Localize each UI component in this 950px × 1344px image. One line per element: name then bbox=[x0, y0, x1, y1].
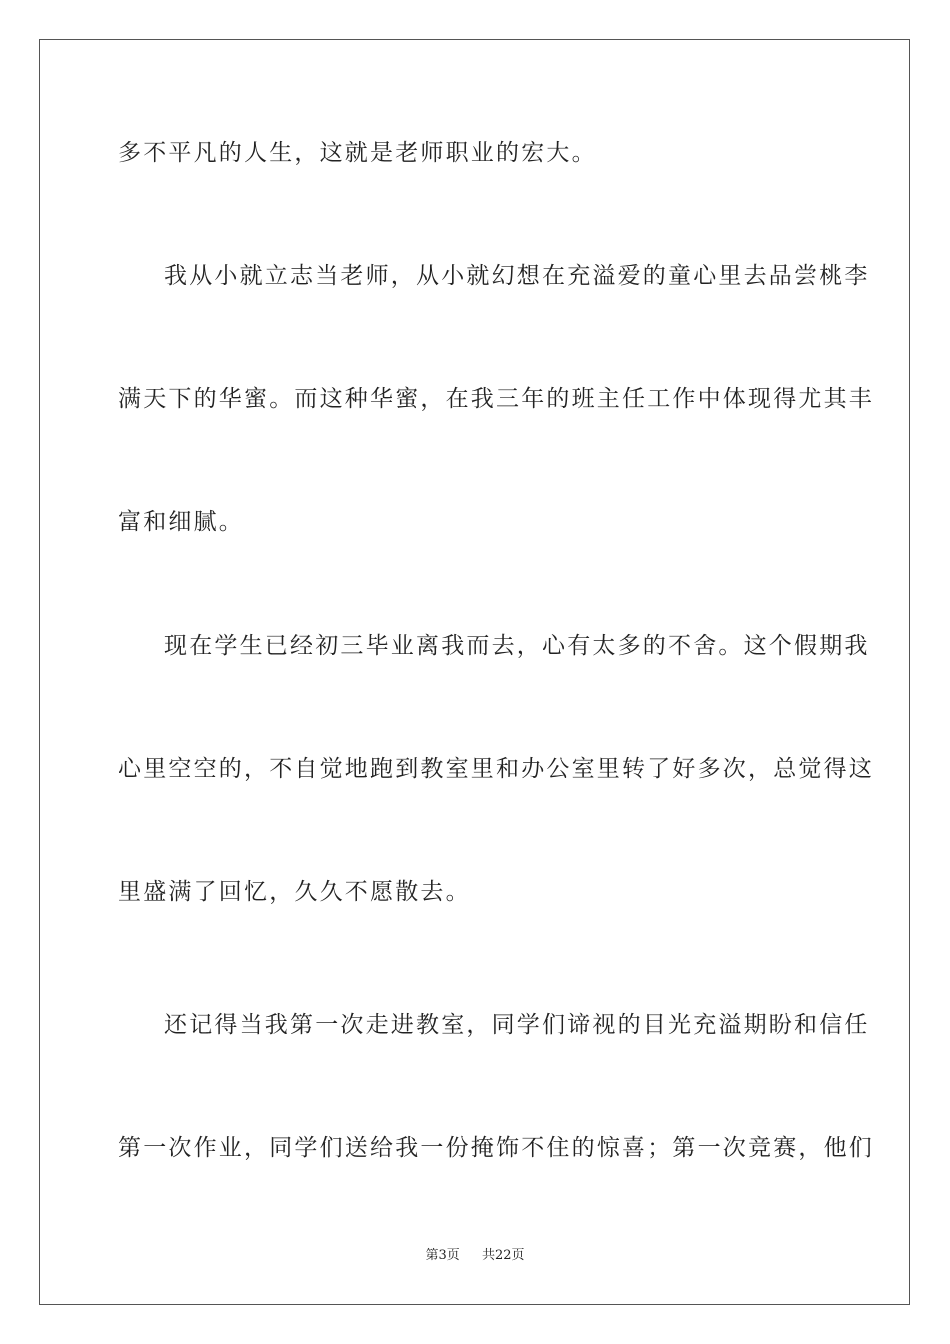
text-line: 里盛满了回忆，久久不愿散去。 bbox=[118, 879, 471, 905]
text-line: 现在学生已经初三毕业离我而去，心有太多的不舍。这个假期我 bbox=[164, 633, 870, 659]
text-line: 还记得当我第一次走进教室，同学们谛视的目光充溢期盼和信任 bbox=[164, 1012, 870, 1038]
text-line: 我从小就立志当老师，从小就幻想在充溢爱的童心里去品尝桃李 bbox=[164, 263, 870, 289]
text-line: 多不平凡的人生，这就是老师职业的宏大。 bbox=[118, 140, 597, 166]
text-line: 富和细腻。 bbox=[118, 509, 244, 535]
text-line: 心里空空的，不自觉地跑到教室里和办公室里转了好多次，总觉得这 bbox=[118, 756, 874, 782]
page-footer bbox=[0, 1247, 950, 1265]
page-number: 第3页 bbox=[425, 1248, 460, 1263]
page-total: 共22页 bbox=[482, 1248, 525, 1263]
text-line: 满天下的华蜜。而这种华蜜，在我三年的班主任工作中体现得尤其丰 bbox=[118, 386, 874, 412]
page-frame bbox=[39, 39, 910, 1305]
text-line: 第一次作业，同学们送给我一份掩饰不住的惊喜；第一次竞赛，他们 bbox=[118, 1135, 874, 1161]
